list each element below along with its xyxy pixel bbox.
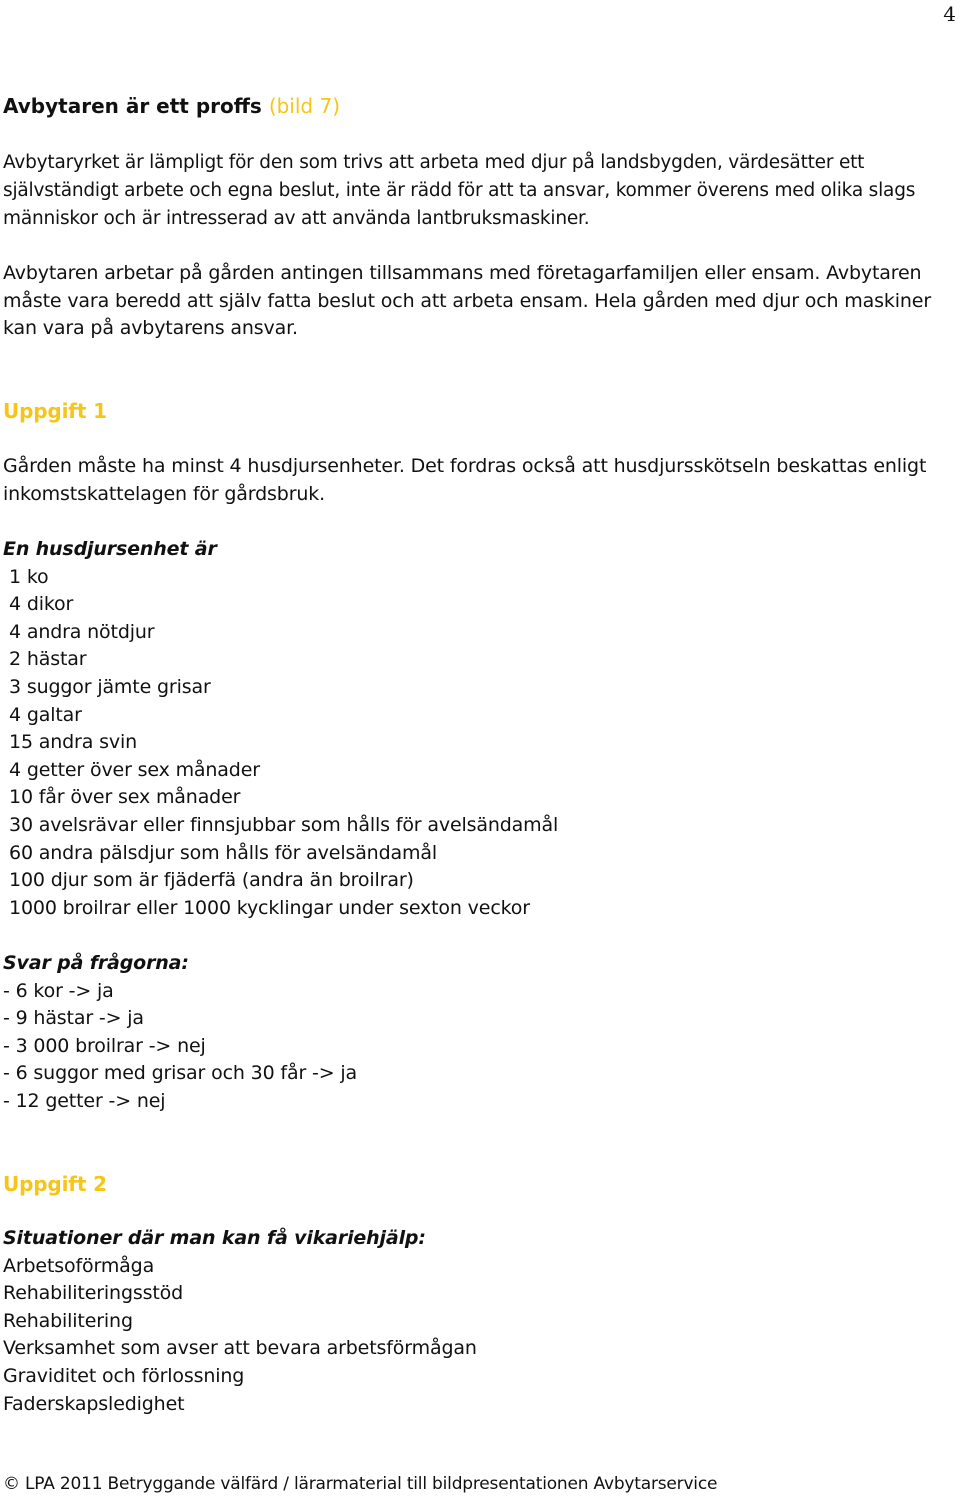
situations-heading: Situationer där man kan få vikariehjälp: [3, 1227, 426, 1249]
intro-paragraph: Avbytaryrket är lämpligt för den som trivs att arbeta med djur på landsbygden, värdesätter ett självständigt arbete och egna beslut, inte är rädd för att ta ansvar, kommer överens med olika slags människor och är intresserad av att använda lantbruksmaskiner. [3, 152, 916, 229]
answers-list [3, 978, 956, 1116]
list-item: 1000 broilrar eller 1000 kycklingar under sexton veckor [9, 896, 530, 919]
list-item: 15 andra svin [9, 731, 137, 754]
list-item: Arbetsoförmåga [3, 1254, 155, 1277]
list-item: 1 ko [9, 565, 49, 588]
list-item: Rehabiliteringsstöd [3, 1282, 184, 1305]
list-item: - 3 000 broilrar -> nej [3, 1034, 206, 1057]
task1-paragraph: Gården måste ha minst 4 husdjursenheter. Det fordras också att husdjursskötseln beskattas enligt inkomstskattelagen för gårdsbruk. [3, 455, 927, 505]
list-item: 4 galtar [9, 703, 82, 726]
task2-heading: Uppgift 2 [3, 1172, 107, 1196]
list-item: Faderskapsledighet [3, 1392, 185, 1415]
livestock-units-heading: En husdjursenhet är [3, 538, 217, 560]
work-paragraph: Avbytaren arbetar på gården antingen tillsammans med företagarfamiljen eller ensam. Avbytaren måste vara beredd att själv fatta beslut och att arbeta ensam. Hela gården med djur och maskiner kan vara på avbytarens ansvar. [3, 262, 931, 340]
answers-section [3, 950, 956, 1116]
list-item: 10 får över sex månader [9, 786, 241, 809]
section-title-main: Avbytaren är ett proffs [3, 94, 262, 118]
list-item: 4 dikor [9, 593, 74, 616]
livestock-units-list [3, 564, 956, 923]
livestock-units-section [3, 536, 956, 922]
list-item: Verksamhet som avser att bevara arbetsförmågan [3, 1337, 477, 1360]
list-item: - 12 getter -> nej [3, 1089, 166, 1112]
list-item: 100 djur som är fjäderfä (andra än broilrar) [9, 869, 414, 892]
list-item: Rehabilitering [3, 1309, 133, 1332]
list-item: - 9 hästar -> ja [3, 1007, 144, 1030]
answers-heading: Svar på frågorna: [3, 952, 189, 974]
list-item: - 6 kor -> ja [3, 979, 114, 1002]
list-item: 3 suggor jämte grisar [9, 675, 211, 698]
list-item: 2 hästar [9, 648, 87, 671]
list-item: Graviditet och förlossning [3, 1364, 245, 1387]
section-title-ref: (bild 7) [268, 94, 341, 118]
list-item: 60 andra pälsdjur som hålls för avelsändamål [9, 841, 437, 864]
situations-section [3, 1225, 956, 1418]
list-item: 4 andra nötdjur [9, 620, 155, 643]
section-title [3, 94, 956, 118]
situations-list [3, 1253, 956, 1419]
task1-heading: Uppgift 1 [3, 399, 107, 423]
footer-copyright: © LPA 2011 Betryggande välfärd / lärarmaterial till bildpresentationen Avbytarservice [3, 1474, 718, 1494]
list-item: 30 avelsrävar eller finnsjubbar som hålls för avelsändamål [9, 813, 559, 836]
list-item: - 6 suggor med grisar och 30 får -> ja [3, 1062, 357, 1085]
list-item: 4 getter över sex månader [9, 758, 260, 781]
page-number: 4 [943, 2, 956, 26]
